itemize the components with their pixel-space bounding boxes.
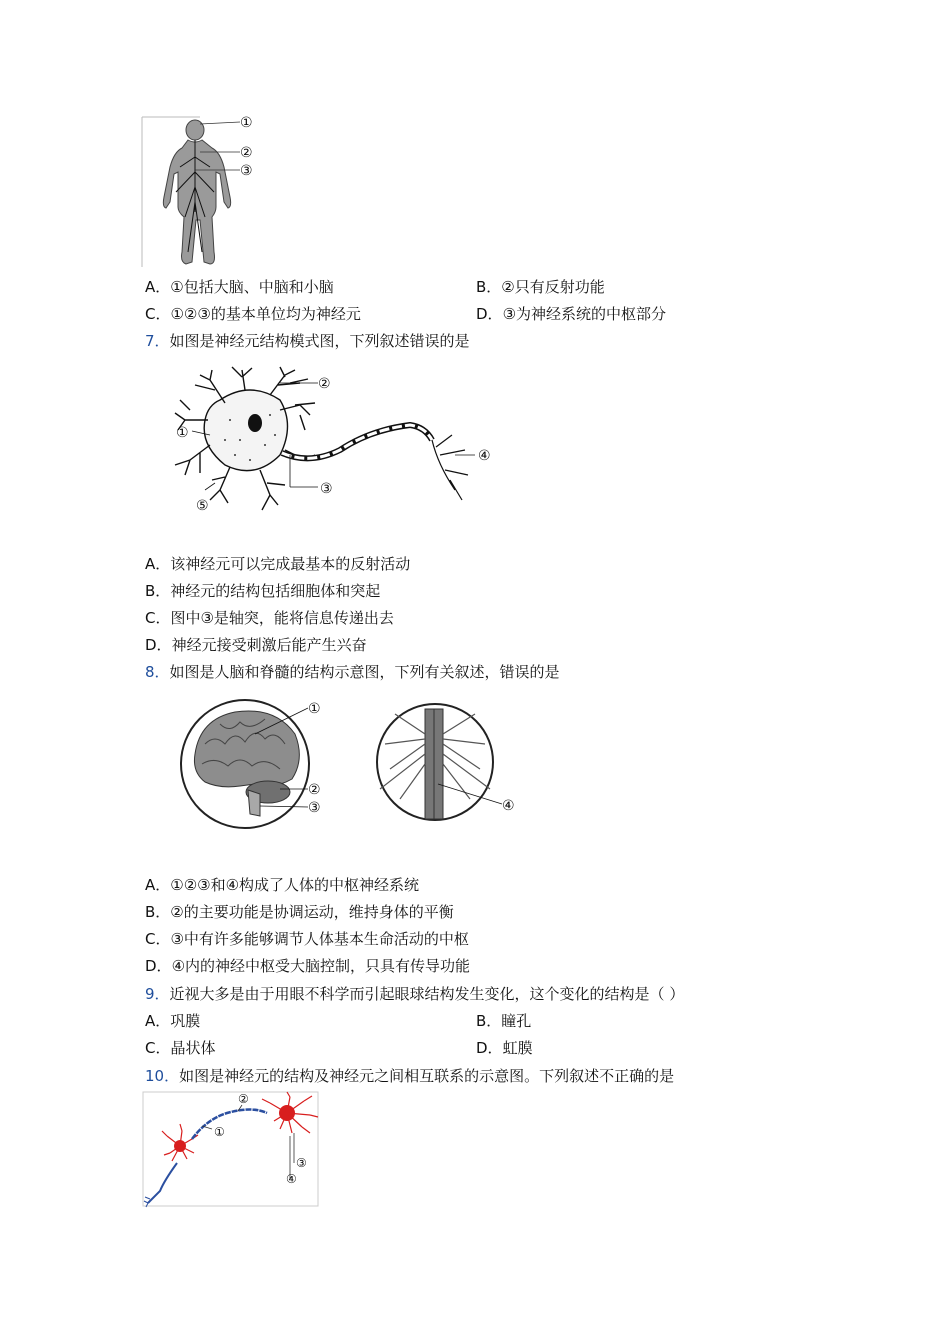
option-text: 神经元的结构包括细胞体和突起 [170, 582, 381, 600]
question-number: 9． [145, 985, 170, 1003]
brain-spinal-cord-figure [180, 694, 530, 834]
neuron-connection-figure [142, 1091, 322, 1209]
neuron-structure-figure [170, 365, 510, 520]
option-key: D． [145, 957, 172, 975]
question-text: 如图是神经元的结构及神经元之间相互联系的示意图。下列叙述不正确的是 [179, 1067, 675, 1085]
option-key: A． [145, 876, 171, 894]
option-key: D． [476, 1039, 503, 1057]
q6-option-c [145, 304, 361, 324]
label-2: ② [238, 1092, 249, 1106]
option-key: C． [145, 1039, 171, 1057]
q6-option-d [476, 304, 666, 324]
option-text: ③中有许多能够调节人体基本生命活动的中枢 [170, 930, 469, 948]
question-text: 近视大多是由于用眼不科学而引起眼球结构发生变化，这个变化的结构是（ ） [169, 985, 685, 1003]
q9-option-a [145, 1011, 200, 1031]
option-text: 图中③是轴突，能将信息传递出去 [170, 609, 394, 627]
q8-option-a [145, 875, 419, 895]
q9-option-d [476, 1038, 533, 1058]
option-text: 巩膜 [170, 1012, 201, 1030]
q8-option-b [145, 902, 454, 922]
q7-stem [145, 331, 470, 351]
option-key: A． [145, 1012, 171, 1030]
q7-option-b [145, 581, 380, 601]
option-text: ①②③和④构成了人体的中枢神经系统 [170, 876, 420, 894]
question-text: 如图是人脑和脊髓的结构示意图，下列有关叙述，错误的是 [169, 663, 560, 681]
label-3: ③ [308, 800, 321, 816]
option-key: B． [145, 903, 171, 921]
label-2: ② [318, 376, 331, 392]
option-text: ②的主要功能是协调运动，维持身体的平衡 [170, 903, 454, 921]
option-key: A． [145, 555, 171, 573]
q10-stem [145, 1066, 674, 1086]
q7-option-d [145, 635, 367, 655]
option-text: ①包括大脑、中脑和小脑 [170, 278, 334, 296]
option-key: B． [476, 1012, 502, 1030]
q6-option-a [145, 277, 334, 297]
q8-option-d [145, 956, 470, 976]
label-1: ① [176, 425, 189, 441]
option-text: ④内的神经中枢受大脑控制，只具有传导功能 [171, 957, 471, 975]
nervous-system-figure [140, 112, 270, 272]
label-4: ④ [478, 448, 491, 464]
label-3: ③ [320, 481, 333, 497]
q8-stem [145, 662, 560, 682]
option-key: C． [145, 305, 171, 323]
label-4: ④ [502, 798, 515, 814]
question-text: 如图是神经元结构模式图，下列叙述错误的是 [169, 332, 470, 350]
option-text: 神经元接受刺激后能产生兴奋 [171, 636, 367, 654]
q6-option-b [476, 277, 605, 297]
q8-option-c [145, 929, 469, 949]
option-key: C． [145, 930, 171, 948]
label-4: ④ [286, 1172, 297, 1186]
label-2: ② [240, 145, 253, 161]
label-1: ① [214, 1125, 225, 1139]
q7-option-c [145, 608, 394, 628]
question-number: 10． [145, 1067, 180, 1085]
q9-option-b [476, 1011, 531, 1031]
option-text: ③为神经系统的中枢部分 [502, 305, 667, 323]
option-key: A． [145, 278, 171, 296]
option-text: 晶状体 [170, 1039, 216, 1057]
option-text: 虹膜 [502, 1039, 533, 1057]
label-2: ② [308, 782, 321, 798]
option-text: ②只有反射功能 [501, 278, 605, 296]
label-5: ⑤ [196, 498, 209, 514]
option-key: D． [145, 636, 172, 654]
label-3: ③ [240, 163, 253, 179]
option-key: D． [476, 305, 503, 323]
label-1: ① [308, 701, 321, 717]
label-1: ① [240, 115, 253, 131]
option-text: 该神经元可以完成最基本的反射活动 [170, 555, 411, 573]
question-number: 8． [145, 663, 170, 681]
option-text: 瞳孔 [501, 1012, 532, 1030]
question-number: 7． [145, 332, 170, 350]
option-key: C． [145, 609, 171, 627]
option-key: B． [476, 278, 502, 296]
q7-option-a [145, 554, 410, 574]
option-text: ①②③的基本单位均为神经元 [170, 305, 361, 323]
q9-stem [145, 984, 684, 1004]
option-key: B． [145, 582, 171, 600]
label-3: ③ [296, 1156, 307, 1170]
q9-option-c [145, 1038, 216, 1058]
